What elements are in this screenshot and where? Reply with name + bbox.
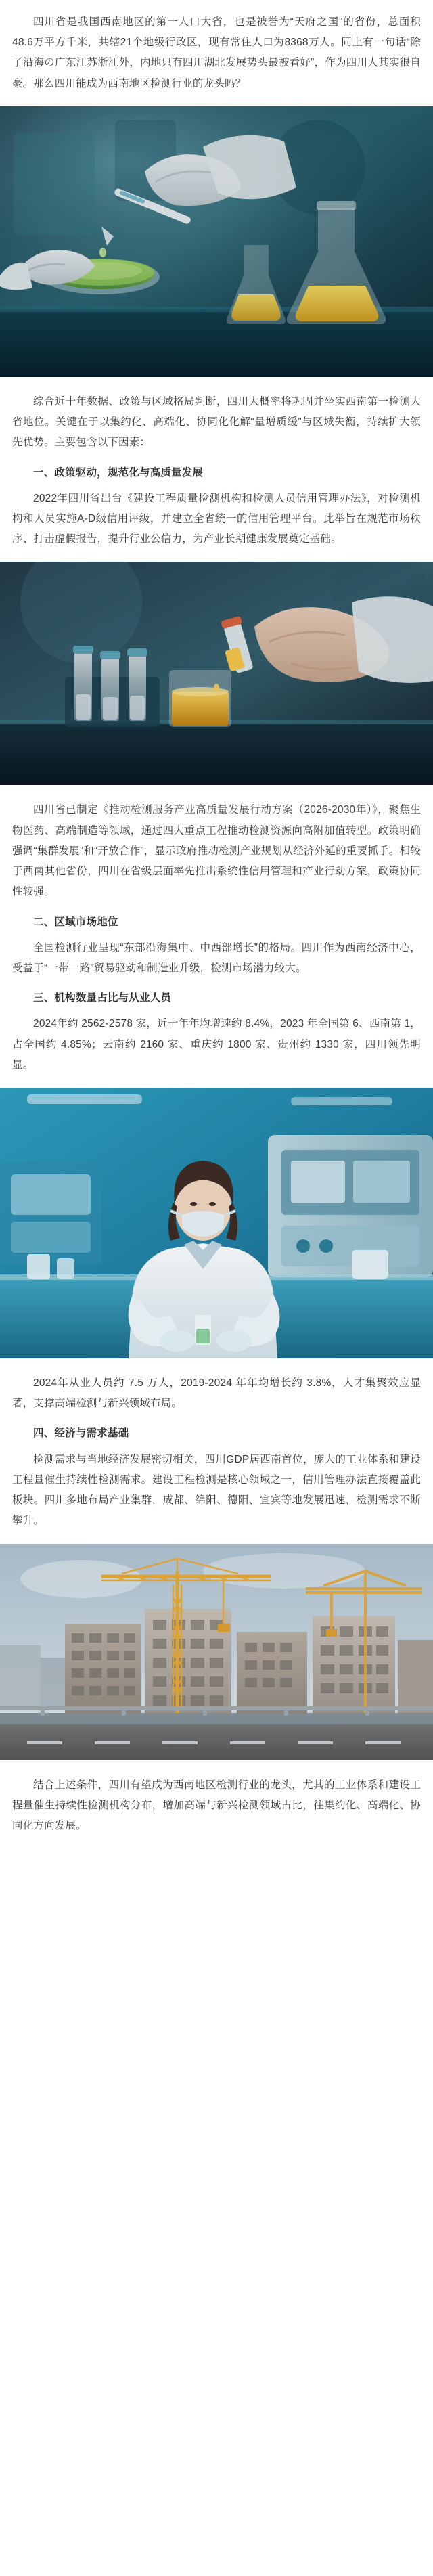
section-4-paragraph: 检测需求与当地经济发展密切相关，四川GDP居西南首位，庞大的工业体系和建设工程量催生持续性检测需求。建设工程检测是核心领域之一，信用管理办法直接覆盖此板块。四川多地布局产业集群，成都、绵阳、德阳、宜宾等地发展迅速，检测需求不断攀升。 [12,1453,421,1527]
section-3-paragraph: 2024年约 2562-2578 家，近十年年均增速约 8.4%，2023 年全国第 6、西南第 1，占全国约 4.85%；云南约 2160 家、重庆约 1800 家、贵州约 1330 家，四川领先明显。 [12,1018,421,1071]
section-3-paragraph-2: 2024年从业人员约 7.5 万人，2019-2024 年年均增长约 3.8%，人才集聚效应显著，支撑高端检测与新兴领域布局。 [12,1377,421,1410]
conclusion-paragraph: 结合上述条件，四川有望成为西南地区检测行业的龙头，尤其的工业体系和建设工程量催生持续性检测机构分布，增加高端与新兴检测领域占比，往集约化、高端化、协同化方向发展。 [12,1779,421,1831]
section-heading-4: 四、经济与需求基础 [33,1427,129,1440]
construction-site-photo [0,1544,433,1760]
section-2-paragraph: 全国检测行业呈现“东部沿海集中、中西部增长”的格局。四川作为西南经济中心，受益于“一带一路”贸易驱动和制造业升级，检测市场潜力较大。 [12,941,421,974]
section-1-paragraph: 2022年四川省出台《建设工程质量检测机构和检测人员信用管理办法》，对检测机构和人员实施A-D级信用评级，并建立全省统一的信用管理平台。此举旨在规范市场秩序、打击虚假报告，提升行业公信力，为产业长期健康发展奠定基础。 [12,492,421,546]
section-heading-1: 一、政策驱动，规范化与高质量发展 [33,466,204,479]
section-heading-2: 二、区域市场地位 [33,916,118,928]
lab-technician-photo [0,1088,433,1358]
lab-pipette-photo [0,562,433,785]
top-spacer [0,0,433,7]
intro-paragraph: 四川省是我国西南地区的第一人口大省，也是被誉为“天府之国”的省份，总面积48.6万平方千米，共辖21个地级行政区，现有常住人口为8368万人。同上有一句话“除了沿海の广东江苏浙江外，内地只有四川湖北发展势头最被看好”，作为四川人其实很自豪。那么四川能成为西南地区检测行业的龙头吗？ [12,16,421,89]
section-heading-3: 三、机构数量占比与从业人员 [33,992,172,1004]
section-1-paragraph-2: 四川省已制定《推动检测服务产业高质量发展行动方案（2026-2030年）》，聚焦生物医药、高端制造等领域，通过四大重点工程推动检测资源向高附加值转型。政策明确强调“集群发展”和“开放合作”，显示政府推动检测产业规划从经济外延的重要抓手。相较于西南其他省份，四川在省级层面率先推出系统性信用管理和产业行动方案，政策协同性较强。 [12,804,421,898]
lab-petri-dish-photo [0,106,433,377]
summary-paragraph: 综合近十年数据、政策与区域格局判断，四川大概率将巩固并坐实西南第一检测大省地位。关键在于以集约化、高端化、协同化化解“量增质缓”与区域失衡，持续扩大领先优势。主要包含以下因素： [12,395,421,449]
